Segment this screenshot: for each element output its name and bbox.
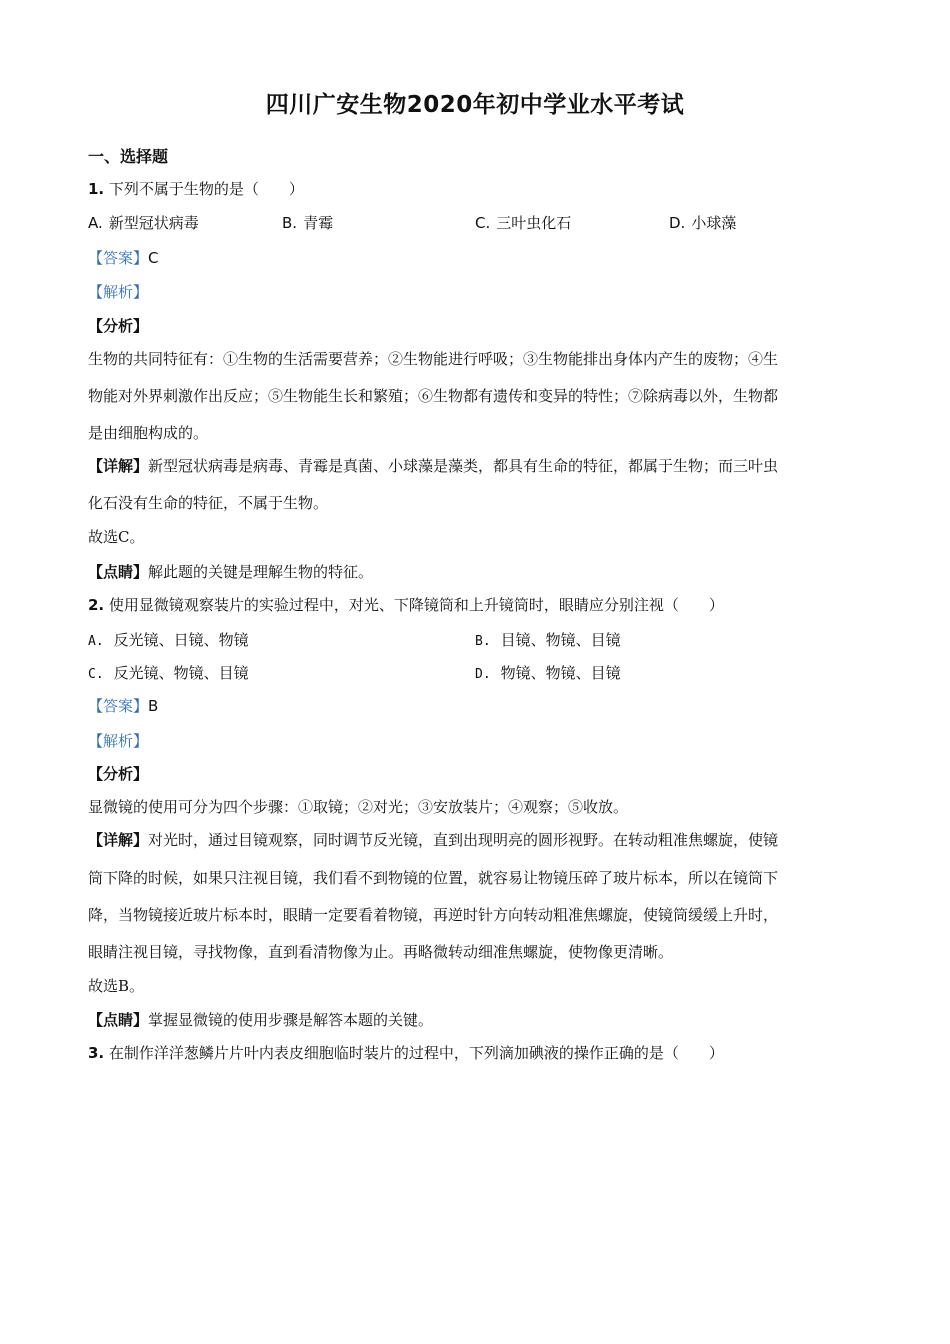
question-number: 2.	[88, 596, 105, 614]
q2-comment: 【点睛】掌握显微镜的使用步骤是解答本题的关键。	[88, 1011, 434, 1029]
answer-value: C	[148, 249, 159, 267]
question-stem: 下列不属于生物的是（ ）	[108, 180, 304, 198]
q2-option-b: B. 目镜、物镜、目镜	[475, 631, 621, 649]
q1-comment: 【点睛】解此题的关键是理解生物的特征。	[88, 563, 374, 581]
q1-detail-line: 化石没有生命的特征，不属于生物。	[88, 494, 329, 512]
q2-explain-tag: 【解析】	[88, 732, 149, 750]
answer-value: B	[148, 697, 159, 715]
question-stem: 使用显微镜观察装片的实验过程中，对光、下降镜筒和上升镜筒时，眼睛应分别注视（ ）	[108, 596, 724, 614]
question-2	[88, 594, 863, 615]
question-stem: 在制作洋洋葱鳞片片叶内表皮细胞临时装片的过程中，下列滴加碘液的操作正确的是（ ）	[108, 1044, 724, 1062]
q1-analysis-line: 是由细胞构成的。	[88, 424, 209, 442]
q2-choose: 故选B。	[88, 977, 145, 995]
q2-analysis: 显微镜的使用可分为四个步骤：①取镜；②对光；③安放装片；④观察；⑤收放。	[88, 798, 629, 816]
q1-option-a: A. 新型冠状病毒	[88, 214, 199, 232]
question-1	[88, 178, 863, 199]
answer-tag: 【答案】	[88, 697, 149, 715]
q2-option-a: A. 反光镜、日镜、物镜	[88, 631, 249, 649]
q1-analysis-line: 物能对外界刺激作出反应；⑤生物能生长和繁殖；⑥生物都有遗传和变异的特性；⑦除病毒以外，生物都	[88, 387, 779, 405]
page-title: 四川广安生物2020年初中学业水平考试	[265, 92, 685, 118]
q1-option-b: B. 青霉	[282, 214, 334, 232]
q2-option-d: D. 物镜、物镜、目镜	[475, 664, 621, 682]
question-number: 3.	[88, 1044, 105, 1062]
comment-tag: 【点睛】	[88, 563, 149, 581]
q2-option-c: C. 反光镜、物镜、目镜	[88, 664, 249, 682]
q1-analysis-line: 生物的共同特征有：①生物的生活需要营养；②生物能进行呼吸；③生物能排出身体内产生的废物；④生	[88, 350, 779, 368]
q2-detail-line: 眼睛注视目镜，寻找物像，直到看清物像为止。再略微转动细准焦螺旋，使物像更清晰。	[88, 943, 674, 961]
question-number: 1.	[88, 180, 105, 198]
comment-tag: 【点睛】	[88, 1011, 149, 1029]
q2-detail: 【详解】对光时，通过目镜观察，同时调节反光镜，直到出现明亮的圆形视野。在转动粗准焦螺旋，使镜	[88, 831, 779, 849]
q1-explain-tag: 【解析】	[88, 283, 149, 301]
q2-detail-line: 降，当物镜接近玻片标本时，眼睛一定要看着物镜，再逆时针方向转动粗准焦螺旋，使镜筒缓缓上升时，	[88, 906, 779, 924]
section-heading: 一、选择题	[88, 147, 169, 166]
q1-answer	[88, 247, 863, 268]
detail-tag: 【详解】	[88, 457, 149, 475]
answer-tag: 【答案】	[88, 249, 149, 267]
detail-tag: 【详解】	[88, 831, 149, 849]
q1-analysis-tag: 【分析】	[88, 317, 149, 335]
q1-detail: 【详解】新型冠状病毒是病毒、青霉是真菌、小球藻是藻类，都具有生命的特征，都属于生物；而三叶虫	[88, 457, 779, 475]
q2-detail-line: 筒下降的时候，如果只注视目镜，我们看不到物镜的位置，就容易让物镜压碎了玻片标本，所以在镜筒下	[88, 869, 779, 887]
question-3	[88, 1042, 863, 1063]
q1-choose: 故选C。	[88, 528, 145, 546]
q1-option-d: D. 小球藻	[669, 214, 737, 232]
q2-answer	[88, 695, 863, 716]
q2-analysis-tag: 【分析】	[88, 765, 149, 783]
q1-option-c: C. 三叶虫化石	[475, 214, 572, 232]
